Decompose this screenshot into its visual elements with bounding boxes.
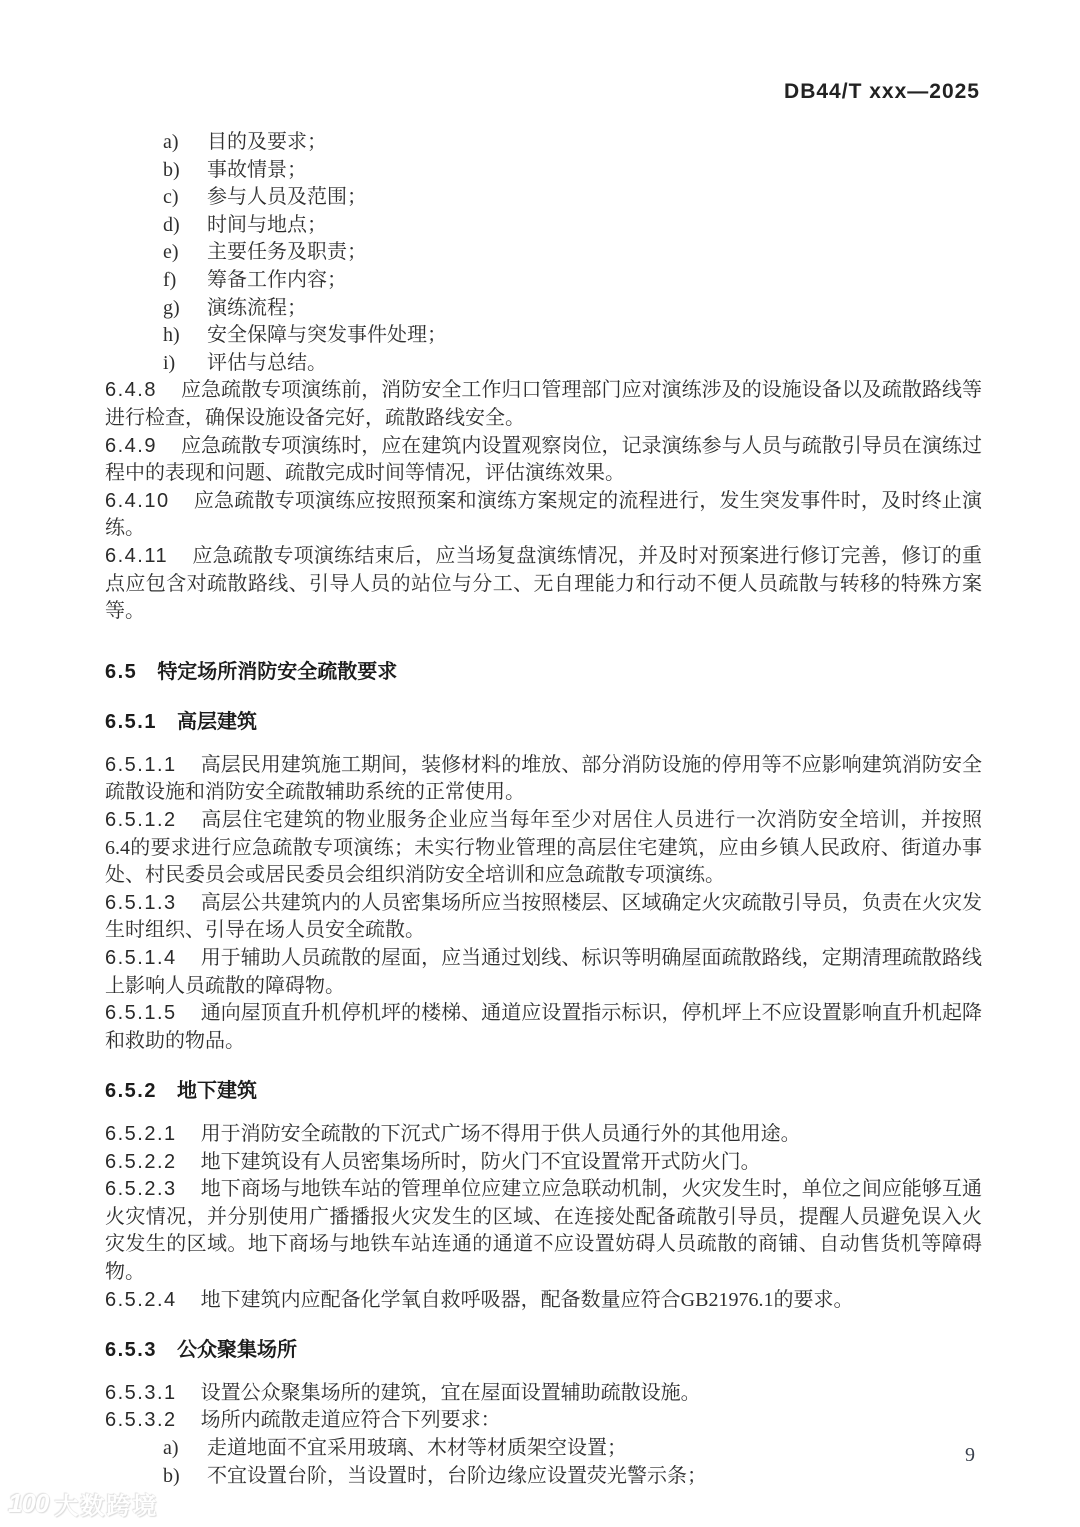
list-item-text: 走道地面不宜采用玻璃、木材等材质架空设置； <box>207 1436 627 1459</box>
list-item <box>105 350 982 378</box>
list-item-text: 安全保障与突发事件处理； <box>207 324 447 347</box>
clause-number: 6.5.1.2 <box>105 809 177 832</box>
document-code-header: DB44/T xxx—2025 <box>784 80 980 103</box>
list-item <box>105 212 982 240</box>
clause-text: 地下建筑设有人员密集场所时，防火门不宜设置常开式防火门。 <box>200 1150 761 1173</box>
clause-6-4-8 <box>105 377 982 432</box>
clause-number: 6.5.1.1 <box>105 753 177 776</box>
list-item-text: 主要任务及职责； <box>207 241 367 264</box>
section-number: 6.5.3 <box>105 1339 157 1362</box>
clause-number: 6.5.2.1 <box>105 1123 177 1145</box>
list-item-letter: i) <box>163 351 176 374</box>
list-item-letter: f) <box>163 268 177 291</box>
list-item <box>105 184 982 212</box>
clause-number: 6.5.1.5 <box>105 1002 177 1025</box>
section-number: 6.5.2 <box>105 1080 157 1103</box>
watermark <box>8 1486 158 1521</box>
clause-6-5-1-1 <box>105 752 982 807</box>
clause-text: 设置公众聚集场所的建筑，宜在屋面设置辅助疏散设施。 <box>200 1381 701 1404</box>
clause-text: 高层民用建筑施工期间，装修材料的堆放、部分消防设施的停用等不应影响建筑消防安全疏散设施和消防安全疏散辅助系统的正常使用。 <box>105 753 982 804</box>
clause-6-5-1-3 <box>105 890 982 945</box>
watermark-brand-text: 大数跨境 <box>54 1493 159 1520</box>
list-item-letter: a) <box>163 131 179 153</box>
clause-number: 6.5.2.2 <box>105 1150 177 1173</box>
list-item-letter: b) <box>163 1464 180 1487</box>
list-item-text: 评估与总结。 <box>207 351 327 374</box>
list-item-letter: e) <box>163 241 179 264</box>
clause-text: 应急疏散专项演练前，消防安全工作归口管理部门应对演练涉及的设施设备以及疏散路线等进行检查，确保设施设备完好，疏散路线安全。 <box>105 379 982 429</box>
clause-6-5-1-5 <box>105 1000 982 1055</box>
section-title: 公众聚集场所 <box>176 1339 297 1362</box>
clause-number: 6.4.9 <box>105 434 157 457</box>
list-item-text: 时间与地点； <box>207 213 327 236</box>
clause-number: 6.5.3.2 <box>105 1409 177 1432</box>
list-item-text: 目的及要求； <box>207 131 327 153</box>
clause-number: 6.4.11 <box>105 544 169 567</box>
clause-6-4-9 <box>105 433 982 488</box>
clause-number: 6.4.10 <box>105 489 170 512</box>
list-item <box>105 239 982 267</box>
page-content <box>105 129 982 1490</box>
list-item-text: 不宜设置台阶，当设置时，台阶边缘应设置荧光警示条； <box>207 1464 707 1487</box>
clause-text: 应急疏散专项演练结束后，应当场复盘演练情况，并及时对预案进行修订完善，修订的重点应包含对疏散路线、引导人员的站位与分工、无自理能力和行动不便人员疏散与转移的特殊方案等。 <box>105 544 982 623</box>
list-item <box>105 1435 982 1463</box>
clause-6-5-3-2 <box>105 1407 982 1435</box>
list-item-letter: a) <box>163 1436 179 1459</box>
list-item <box>105 267 982 295</box>
clause-text: 应急疏散专项演练时，应在建筑内设置观察岗位，记录演练参与人员与疏散引导员在演练过程中的表现和问题、疏散完成时间等情况，评估演练效果。 <box>105 434 982 485</box>
subsection-heading-6-5-1 <box>105 709 982 737</box>
clause-text: 高层住宅建筑的物业服务企业应当每年至少对居住人员进行一次消防安全培训，并按照6.4的要求进行应急疏散专项演练；未实行物业管理的高层住宅建筑，应由乡镇人民政府、街道办事处、村民委员会或居民委员会组织消防安全培训和应急疏散专项演练。 <box>105 809 982 887</box>
list-item <box>105 157 982 185</box>
list-item-letter: c) <box>163 186 179 209</box>
clause-text: 地下建筑内应配备化学氧自救呼吸器，配备数量应符合GB21976.1的要求。 <box>200 1288 854 1311</box>
watermark-logo-icon: 100 <box>8 1488 49 1518</box>
list-item <box>105 322 982 350</box>
clause-text: 高层公共建筑内的人员密集场所应当按照楼层、区域确定火灾疏散引导员，负责在火灾发生时组织、引导在场人员安全疏散。 <box>105 891 982 942</box>
list-item-text: 筹备工作内容； <box>207 268 347 291</box>
list-item-letter: g) <box>163 296 180 319</box>
clause-text: 用于辅助人员疏散的屋面，应当通过划线、标识等明确屋面疏散路线，定期清理疏散路线上影响人员疏散的障碍物。 <box>105 947 982 997</box>
clause-6-5-2-1 <box>105 1121 982 1149</box>
clause-6-5-1-4 <box>105 945 982 1000</box>
clause-number: 6.4.8 <box>105 379 157 402</box>
list-item-text: 参与人员及范围； <box>207 186 367 209</box>
clause-text: 场所内疏散走道应符合下列要求： <box>200 1409 501 1432</box>
clause-number: 6.5.2.3 <box>105 1178 177 1201</box>
clause-6-5-3-1 <box>105 1380 982 1408</box>
clause-number: 6.5.2.4 <box>105 1288 177 1311</box>
clause-text: 用于消防安全疏散的下沉式广场不得用于供人员通行外的其他用途。 <box>200 1123 801 1145</box>
list-item-text: 事故情景； <box>207 158 307 181</box>
list-item <box>105 1463 982 1491</box>
clause-6-4-11 <box>105 543 982 626</box>
clause-text: 应急疏散专项演练应按照预案和演练方案规定的流程进行，发生突发事件时，及时终止演练。 <box>105 489 982 540</box>
clause-6-5-2-2 <box>105 1149 982 1177</box>
clause-6-4-10 <box>105 488 982 543</box>
clause-text: 通向屋顶直升机停机坪的楼梯、通道应设置指示标识，停机坪上不应设置影响直升机起降和救助的物品。 <box>105 1002 982 1052</box>
section-number: 6.5.1 <box>105 711 157 734</box>
section-title: 地下建筑 <box>176 1080 257 1103</box>
list-item <box>105 129 982 157</box>
walkway-requirements-list <box>105 1435 982 1490</box>
page-number: 9 <box>965 1444 975 1466</box>
clause-number: 6.5.1.4 <box>105 947 177 970</box>
list-item-letter: h) <box>163 324 180 347</box>
list-item-letter: b) <box>163 158 180 181</box>
section-title: 特定场所消防安全疏散要求 <box>157 660 398 683</box>
section-number: 6.5 <box>105 660 138 683</box>
section-title: 高层建筑 <box>176 711 257 734</box>
clause-6-5-1-2 <box>105 807 982 890</box>
list-item-text: 演练流程； <box>207 296 307 319</box>
list-item-letter: d) <box>163 213 180 236</box>
list-item <box>105 295 982 323</box>
subsection-heading-6-5-2 <box>105 1078 982 1106</box>
clause-text: 地下商场与地铁车站的管理单位应建立应急联动机制，火灾发生时，单位之间应能够互通火灾情况，并分别使用广播播报火灾发生的区域、在连接处配备疏散引导员，提醒人员避免误入火灾发生的区域。地下商场与地铁车站连通的通道不应设置妨碍人员疏散的商铺、自动售货机等障碍物。 <box>105 1178 982 1283</box>
clause-number: 6.5.3.1 <box>105 1381 177 1404</box>
clause-number: 6.5.1.3 <box>105 891 177 914</box>
subsection-heading-6-5-3 <box>105 1337 982 1365</box>
clause-6-5-2-4 <box>105 1287 982 1315</box>
clause-6-5-2-3 <box>105 1176 982 1286</box>
drill-plan-items-list <box>105 129 982 377</box>
section-heading-6-5 <box>105 659 982 687</box>
